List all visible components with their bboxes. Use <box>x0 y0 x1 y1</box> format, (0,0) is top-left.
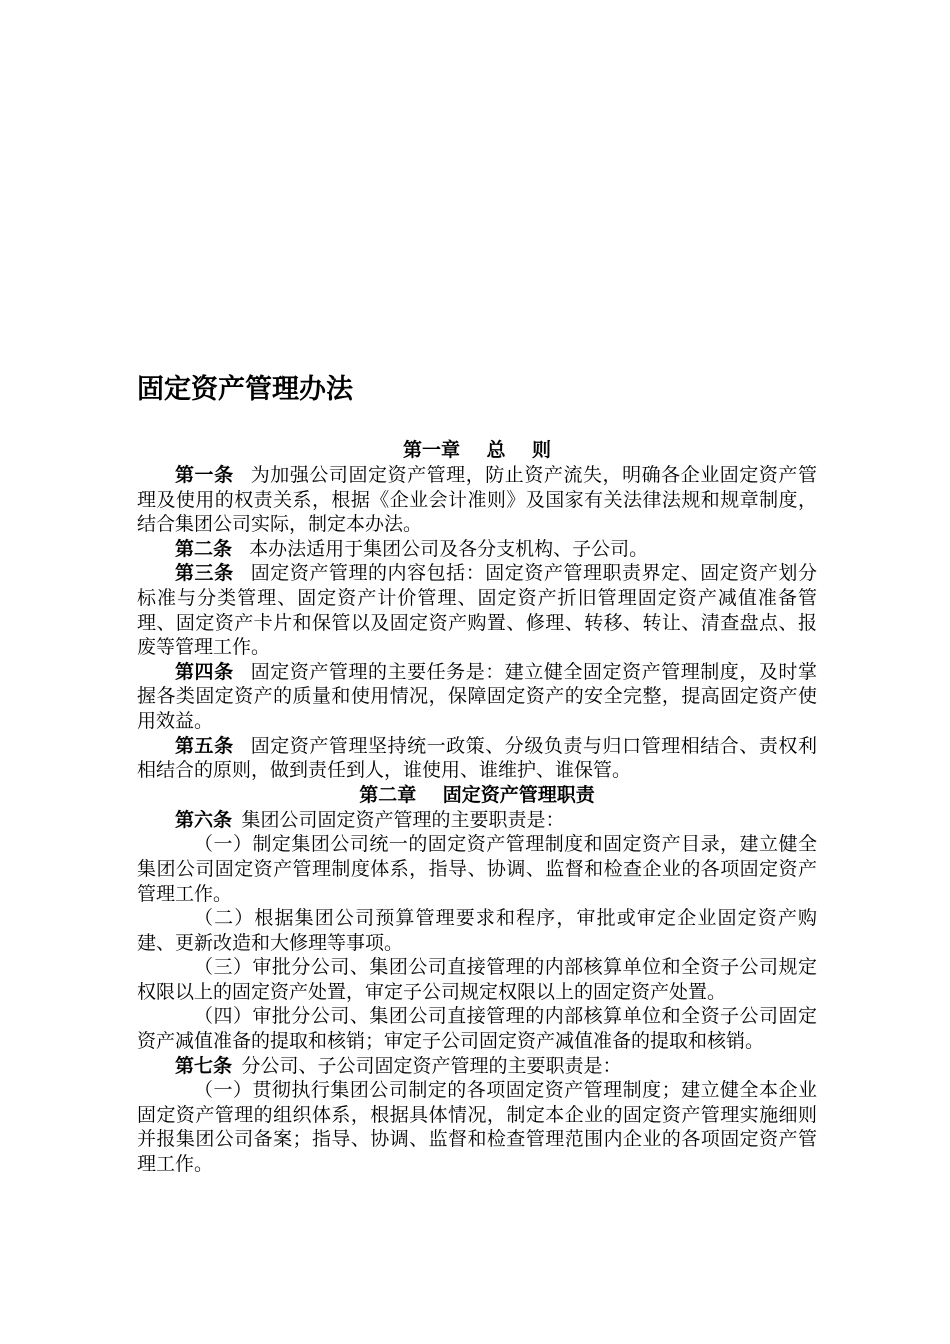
article-6-item-3: （三）审批分公司、集团公司直接管理的内部核算单位和全资子公司规定权限以上的固定资产处置，审定子公司规定权限以上的固定资产处置。 <box>137 956 817 1003</box>
document-title: 固定资产管理办法 <box>137 374 353 405</box>
article-3-label: 第三条 <box>175 562 234 585</box>
article-3 <box>137 561 817 659</box>
article-5-text: 固定资产管理坚持统一政策、分级负责与归口管理相结合、责权利相结合的原则，做到责任到人，谁使用、谁维护、谁保管。 <box>137 734 817 782</box>
article-7-text: 分公司、子公司固定资产管理的主要职责是： <box>241 1054 622 1077</box>
article-6-text: 集团公司固定资产管理的主要职责是： <box>241 808 565 831</box>
article-5-label: 第五条 <box>175 734 234 757</box>
article-5 <box>137 734 817 783</box>
article-2 <box>137 537 817 562</box>
article-7-item-1: （一）贯彻执行集团公司制定的各项固定资产管理制度；建立健全本企业固定资产管理的组织体系，根据具体情况，制定本企业的固定资产管理实施细则并报集团公司备案；指导、协调、监督和检查管理范围内企业的各项固定资产管理工作。 <box>137 1079 817 1176</box>
article-1-text: 为加强公司固定资产管理，防止资产流失，明确各企业固定资产管理及使用的权责关系，根据《企业会计准则》及国家有关法律法规和规章制度，结合集团公司实际，制定本办法。 <box>137 464 817 536</box>
article-6 <box>137 808 817 833</box>
article-7 <box>137 1054 817 1079</box>
article-4-label: 第四条 <box>175 660 234 683</box>
chapter-2-heading: 第二章 固定资产管理职责 <box>359 783 595 806</box>
article-2-text: 本办法适用于集团公司及各分支机构、子公司。 <box>249 537 649 560</box>
article-6-item-2: （二）根据集团公司预算管理要求和程序，审批或审定企业固定资产购建、更新改造和大修理等事项。 <box>137 907 817 954</box>
article-4 <box>137 660 817 734</box>
article-6-item-4: （四）审批分公司、集团公司直接管理的内部核算单位和全资子公司固定资产减值准备的提取和核销；审定子公司固定资产减值准备的提取和核销。 <box>137 1005 817 1053</box>
article-4-text: 固定资产管理的主要任务是：建立健全固定资产管理制度，及时掌握各类固定资产的质量和使用情况，保障固定资产的安全完整，提高固定资产使用效益。 <box>137 660 817 732</box>
document-page <box>137 372 817 1177</box>
article-2-label: 第二条 <box>175 537 233 560</box>
article-1 <box>137 463 817 537</box>
article-1-label: 第一条 <box>175 464 234 486</box>
article-6-item-1: （一）制定集团公司统一的固定资产管理制度和固定资产目录，建立健全集团公司固定资产管理制度体系，指导、协调、监督和检查企业的各项固定资产管理工作。 <box>137 833 817 905</box>
article-6-label: 第六条 <box>175 808 233 831</box>
article-7-label: 第七条 <box>175 1054 233 1077</box>
article-3-text: 固定资产管理的内容包括：固定资产管理职责界定、固定资产划分标准与分类管理、固定资产计价管理、固定资产折旧管理固定资产减值准备管理、固定资产卡片和保管以及固定资产购置、修理、转移、转让、清查盘点、报废等管理工作。 <box>137 562 817 659</box>
chapter-1-heading: 第一章 总 则 <box>403 439 551 461</box>
